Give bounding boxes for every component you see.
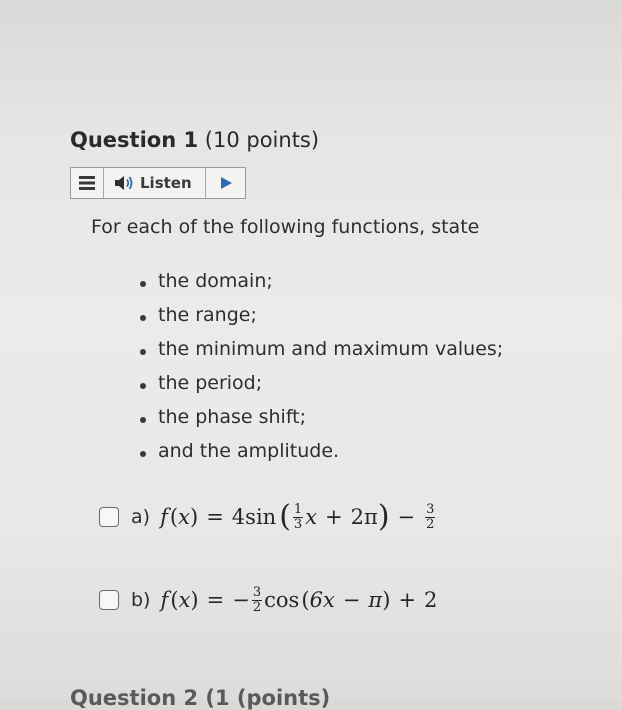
phase-term: π [368, 588, 383, 613]
paren-close: ) [190, 588, 199, 613]
requirement-list [140, 270, 503, 474]
equals-sign: = [206, 505, 224, 529]
fraction-numerator: 1 [293, 501, 303, 517]
listen-button[interactable] [104, 168, 206, 198]
menu-icon [79, 176, 95, 190]
big-paren-open: ( [276, 499, 291, 534]
question-name: Question 1 [70, 128, 199, 152]
paren-open: ( [168, 588, 179, 613]
trig-function: sin [245, 505, 277, 529]
function-name: f [160, 505, 168, 529]
fraction-denominator: 2 [426, 516, 435, 532]
list-item: the range; [140, 304, 503, 338]
minus-sign: − [397, 505, 416, 529]
speaker-icon [114, 175, 134, 191]
question-points: (10 points) [204, 128, 320, 152]
coefficient-fraction [252, 586, 262, 614]
question-prompt: For each of the following functions, state [91, 216, 480, 238]
variable: x [178, 505, 190, 529]
list-item: the domain; [140, 270, 503, 304]
constant-fraction [425, 503, 435, 531]
option-a[interactable] [99, 499, 437, 534]
big-paren-close: ) [377, 499, 390, 534]
option-a-checkbox[interactable] [99, 507, 119, 527]
plus-sign: + [398, 588, 417, 613]
phase-term: 2π [350, 505, 378, 529]
option-b-formula [160, 586, 437, 614]
variable: x [178, 588, 191, 613]
function-name: f [160, 588, 169, 613]
question-title [70, 128, 319, 152]
minus-sign: − [342, 588, 361, 613]
constant-term: 2 [424, 588, 438, 613]
trig-function: cos [264, 588, 300, 613]
plus-sign: + [325, 505, 343, 529]
paren-close: ) [189, 505, 199, 529]
listen-menu-button[interactable] [71, 168, 104, 198]
list-item: the minimum and maximum values; [140, 338, 503, 372]
variable: x [305, 505, 318, 529]
option-b-label: b) [131, 589, 151, 612]
argument-term: 6x [309, 588, 335, 613]
paren-open: ( [167, 505, 179, 529]
paren-close: ) [382, 588, 391, 613]
play-icon [219, 176, 233, 190]
fraction-numerator: 3 [426, 501, 435, 517]
next-question-title: Question 2 (1 (points) [70, 686, 331, 710]
fraction-numerator: 3 [252, 585, 262, 600]
option-a-formula [160, 499, 437, 534]
fraction-denominator: 3 [293, 516, 303, 532]
list-item: and the amplitude. [140, 440, 503, 474]
equals-sign: = [206, 588, 225, 613]
option-b-checkbox[interactable] [99, 590, 119, 610]
coefficient: 4 [231, 505, 246, 529]
listen-label: Listen [140, 174, 192, 192]
argument-fraction [293, 503, 303, 531]
fraction-denominator: 2 [252, 599, 262, 615]
list-item: the period; [140, 372, 503, 406]
listen-toolbar [70, 167, 246, 199]
list-item: the phase shift; [140, 406, 503, 440]
option-a-label: a) [131, 506, 151, 528]
play-button[interactable] [206, 168, 245, 198]
paren-open: ( [299, 588, 310, 613]
negative-sign: − [232, 588, 250, 613]
option-b[interactable] [99, 586, 437, 614]
